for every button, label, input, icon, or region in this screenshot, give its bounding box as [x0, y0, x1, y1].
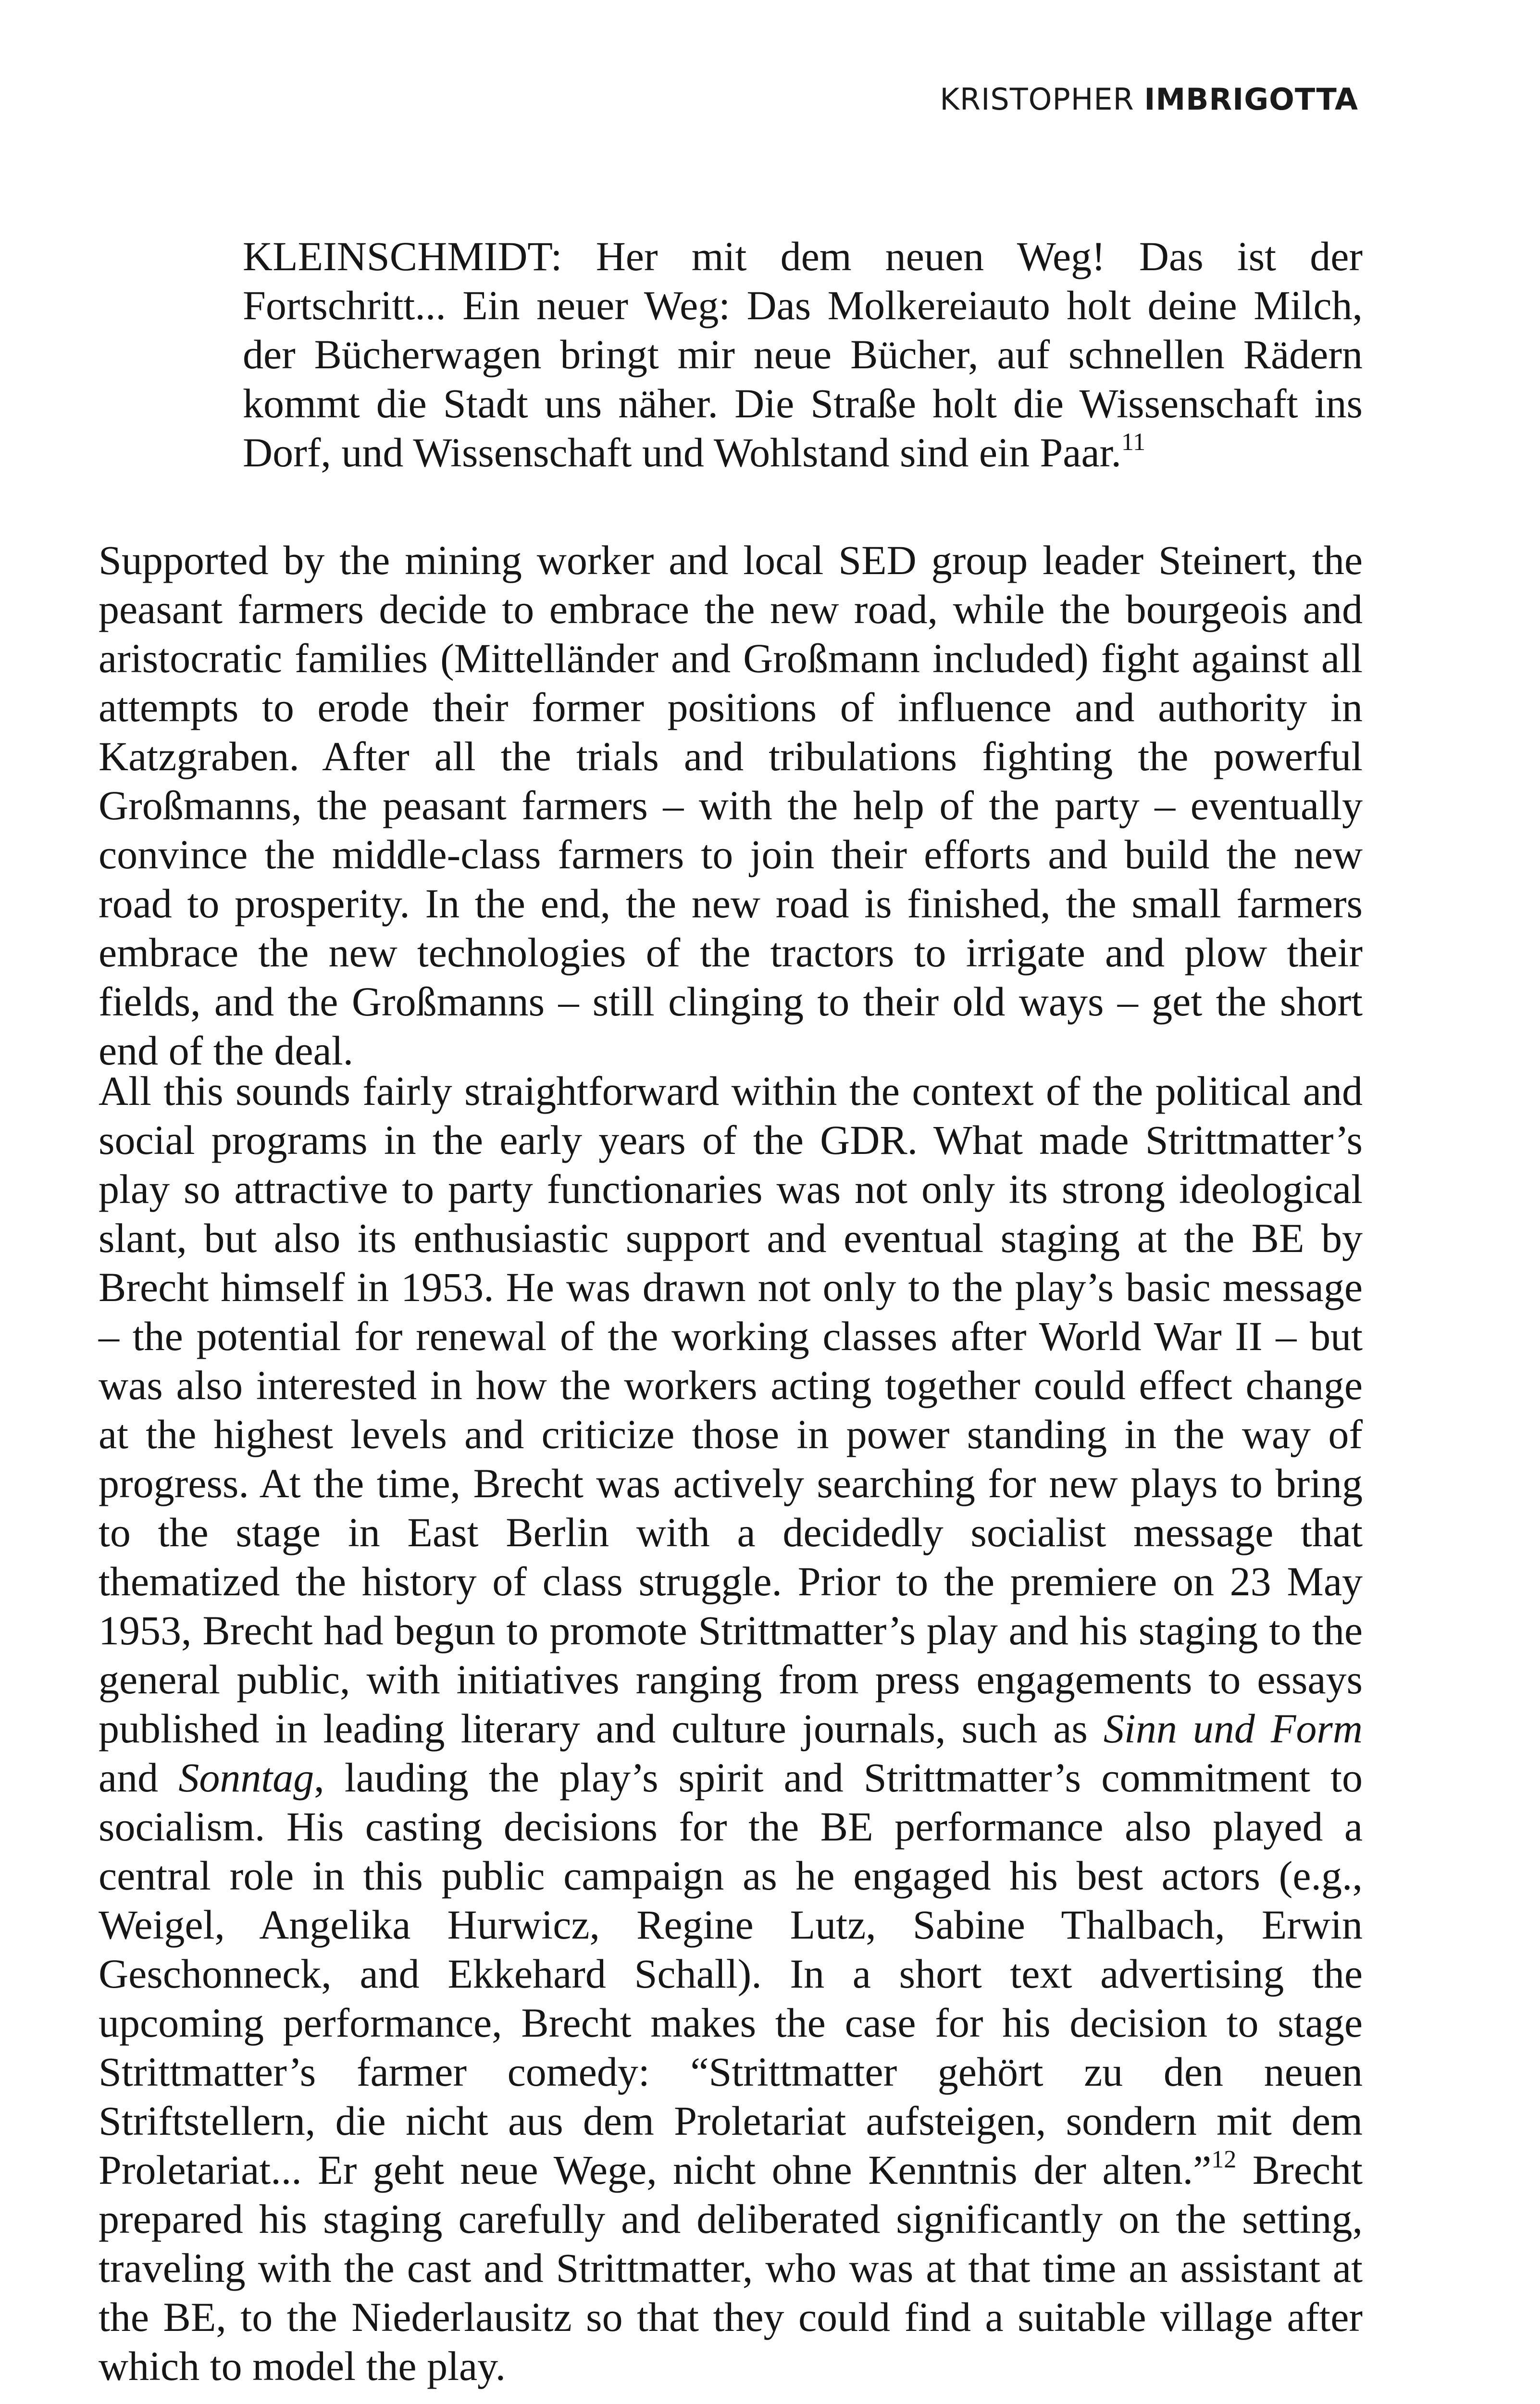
journal-title-sonntag: Sonntag — [178, 1754, 314, 1801]
footnote-marker-12: 12 — [1211, 2146, 1237, 2173]
author-last-name: IMBRIGOTTA — [1144, 82, 1358, 117]
paragraph-2-text-part-3: Brecht prepared his staging carefully and deliberated significantly on the setting, traveling with the cast and Strittmatter, who was at that time an assistant at the BE, to the Niederlausitz so that they could find a suitable village after which to model the play. — [99, 2147, 1363, 2389]
body-paragraph-2 — [99, 1066, 1363, 2391]
author-first-name: KRISTOPHER — [940, 82, 1134, 117]
body-paragraph-1: Supported by the mining worker and local SED group leader Steinert, the peasant farmers decide to embrace the new road, while the bourgeois and aristocratic families (Mittelländer and Großmann included) fight against all attempts to erode their former positions of influence and authority in Katzgraben. After all the trials and tribulations fighting the powerful Großmanns, the peasant farmers – with the help of the party – eventually convince the middle-class farmers to join their efforts and build the new road to prosperity. In the end, the new road is finished, the small farmers embrace the new technologies of the tractors to irrigate and plow their fields, and the Großmanns – still clinging to their old ways – get the short end of the deal. — [99, 537, 1363, 1074]
paragraph-2-text-part-2: , lauding the play’s spirit and Strittmatter’s commitment to socialism. His casting decisions for the BE performance also played a central role in this public campaign as he engaged his best actors (e.g., Weigel, Angelika Hurwicz, Regine Lutz, Sabine Thalbach, Erwin Geschonneck, and Ekkehard Schall). In a short text advertising the upcoming performance, Brecht makes the case for his decision to stage Strittmatter’s farmer comedy: “Strittmatter gehört zu den neuen Striftstellern, die nicht aus dem Proletariat aufsteigen, sondern mit dem Proletariat... Er geht neue Wege, nicht ohne Kenntnis der alten.” — [99, 1754, 1363, 2193]
conjunction-text: and — [99, 1754, 179, 1801]
block-quote — [243, 232, 1363, 477]
footnote-marker-11: 11 — [1121, 428, 1146, 456]
journal-title-sinn-und-form: Sinn und Form — [1103, 1705, 1363, 1752]
paragraph-2-text-part-1: All this sounds fairly straightforward within the context of the political and social programs in the early years of the GDR. What made Strittmatter’s play so attractive to party functionaries was not only its strong ideological slant, but also its enthusiastic support and eventual staging at the BE by Brecht himself in 1953. He was drawn not only to the play’s basic message – the potential for renewal of the working classes after World War II – but was also interested in how the workers acting together could effect change at the highest levels and criticize those in power standing in the way of progress. At the time, Brecht was actively searching for new plays to bring to the stage in East Berlin with a decidedly socialist message that thematized the history of class struggle. Prior to the premiere on 23 May 1953, Brecht had begun to promote Strittmatter’s play and his staging to the general public, with initiatives ranging from press engagements to essays published in leading literary and culture journals, such as — [99, 1068, 1363, 1752]
block-quote-text: KLEINSCHMIDT: Her mit dem neuen Weg! Das ist der Fortschritt... Ein neuer Weg: Das Molkereiauto holt deine Milch, der Bücherwagen bringt mir neue Bücher, auf schnellen Rädern kommt die Stadt uns näher. Die Straße holt die Wissenschaft ins Dorf, und Wissenschaft und Wohlstand sind ein Paar. — [243, 233, 1363, 476]
running-head — [940, 82, 1358, 117]
